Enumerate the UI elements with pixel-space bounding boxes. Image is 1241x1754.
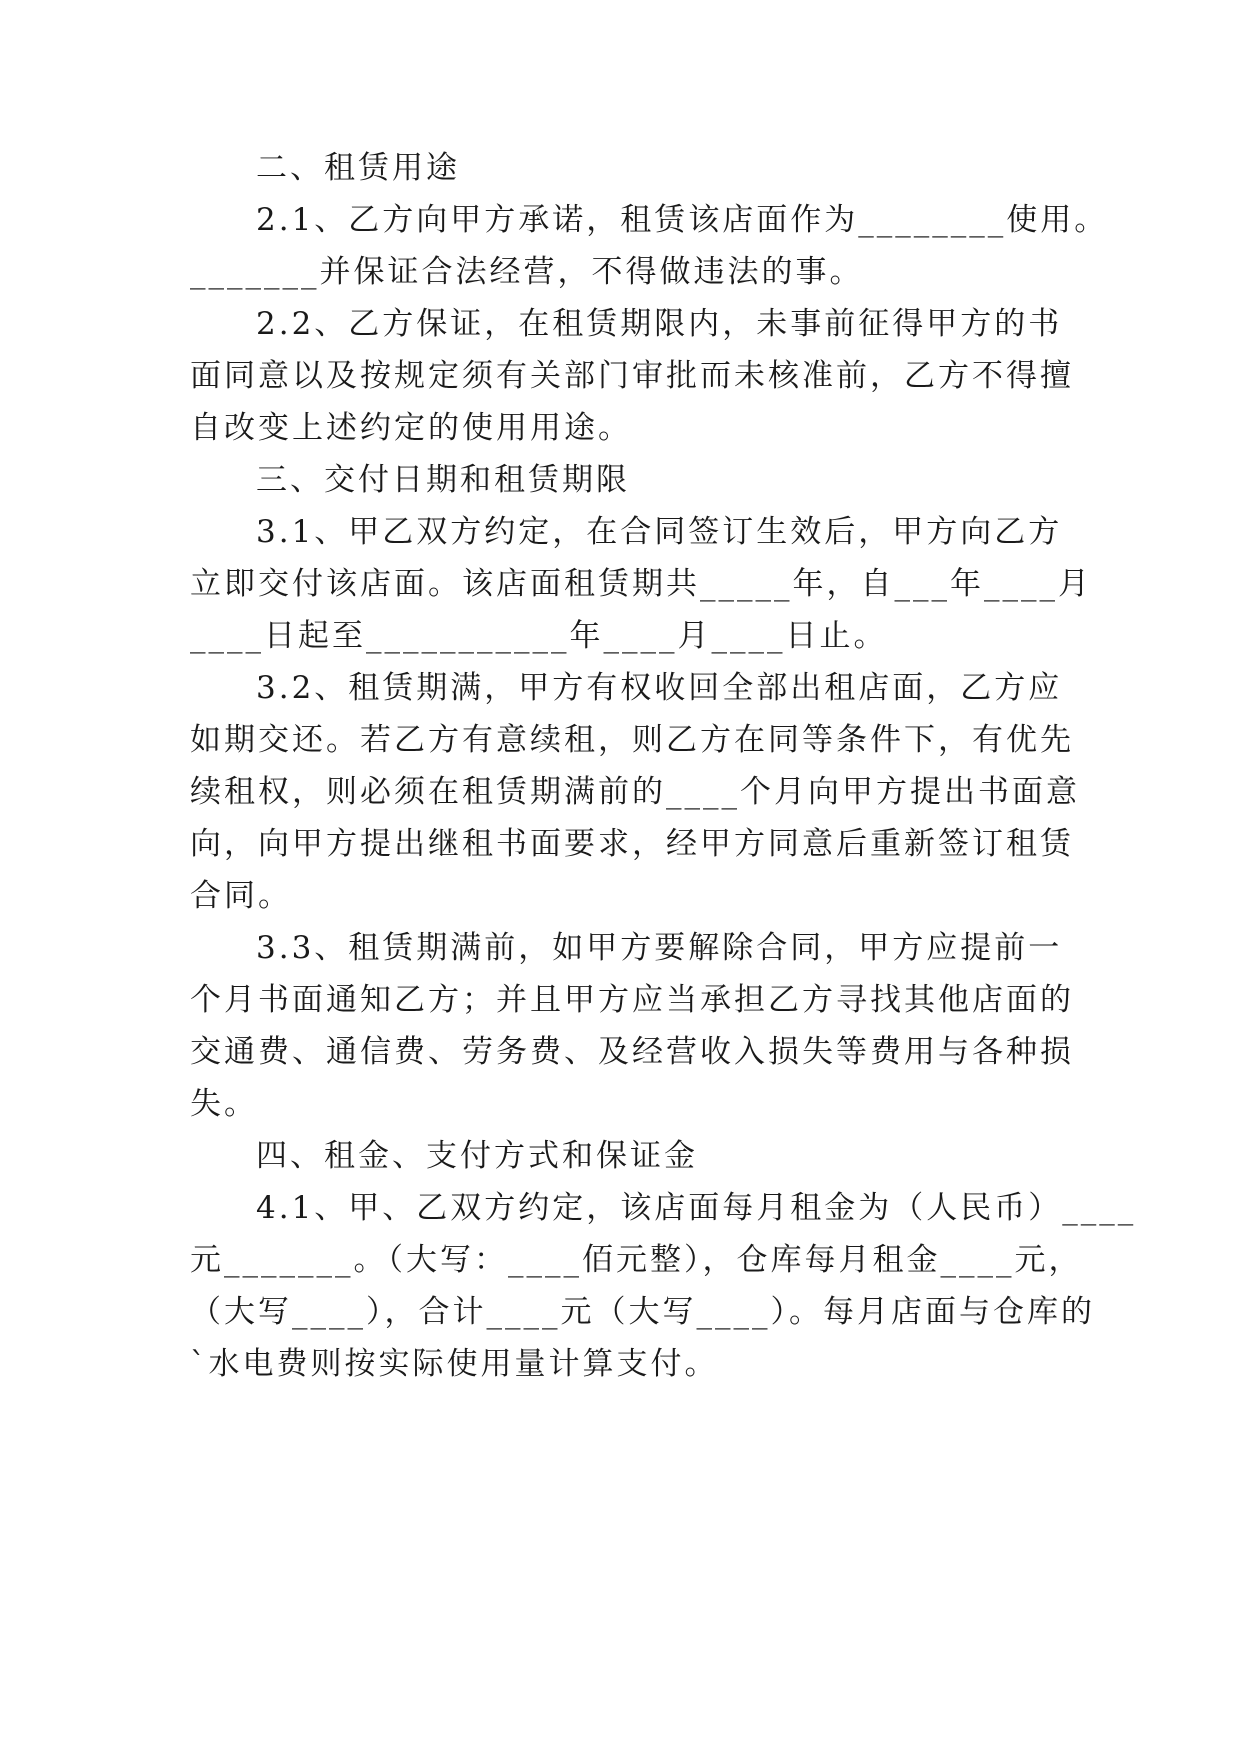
section-heading-3: 三、交付日期和租赁期限 <box>256 462 630 498</box>
clause-2-1-line-2: _______并保证合法经营，不得做违法的事。 <box>190 254 864 290</box>
clause-3-3-line-4: 失。 <box>190 1086 258 1122</box>
clause-3-3-line-1: 3.3、租赁期满前，如甲方要解除合同，甲方应提前一 <box>256 930 1063 966</box>
clause-2-2-line-1: 2.2、乙方保证，在租赁期限内，未事前征得甲方的书 <box>256 306 1063 342</box>
clause-3-2-line-4: 向，向甲方提出继租书面要求，经甲方同意后重新签订租赁 <box>190 826 1074 862</box>
clause-3-2-line-3: 续租权，则必须在租赁期满前的____个月向甲方提出书面意 <box>190 774 1080 810</box>
clause-3-1-line-3: ____日起至___________年____月____日止。 <box>190 618 888 654</box>
clause-3-2-line-5: 合同。 <box>190 878 292 914</box>
clause-3-3-line-2: 个月书面通知乙方；并且甲方应当承担乙方寻找其他店面的 <box>190 982 1074 1018</box>
clause-4-1-line-2: 元_______。（大写：____佰元整），仓库每月租金____元， <box>190 1242 1083 1278</box>
clause-3-3-line-3: 交通费、通信费、劳务费、及经营收入损失等费用与各种损 <box>190 1034 1074 1070</box>
clause-3-2-line-2: 如期交还。若乙方有意续租，则乙方在同等条件下，有优先 <box>190 722 1074 758</box>
clause-3-1-line-1: 3.1、甲乙双方约定，在合同签订生效后，甲方向乙方 <box>256 514 1063 550</box>
clause-2-2-line-3: 自改变上述约定的使用用途。 <box>190 410 632 446</box>
clause-4-1-line-1: 4.1、甲、乙双方约定，该店面每月租金为（人民币）____ <box>256 1190 1137 1226</box>
clause-4-1-line-4: `水电费则按实际使用量计算支付。 <box>190 1346 719 1382</box>
clause-2-1-line-1: 2.1、乙方向甲方承诺，租赁该店面作为________使用。 <box>256 202 1109 238</box>
clause-2-2-line-2: 面同意以及按规定须有关部门审批而未核准前，乙方不得擅 <box>190 358 1074 394</box>
clause-4-1-line-3: （大写____），合计____元（大写____）。每月店面与仓库的 <box>190 1294 1095 1330</box>
clause-3-2-line-1: 3.2、租赁期满，甲方有权收回全部出租店面，乙方应 <box>256 670 1063 706</box>
section-heading-4: 四、租金、支付方式和保证金 <box>256 1138 698 1174</box>
section-heading-2: 二、租赁用途 <box>256 150 460 186</box>
clause-3-1-line-2: 立即交付该店面。该店面租赁期共_____年，自___年____月 <box>190 566 1092 602</box>
